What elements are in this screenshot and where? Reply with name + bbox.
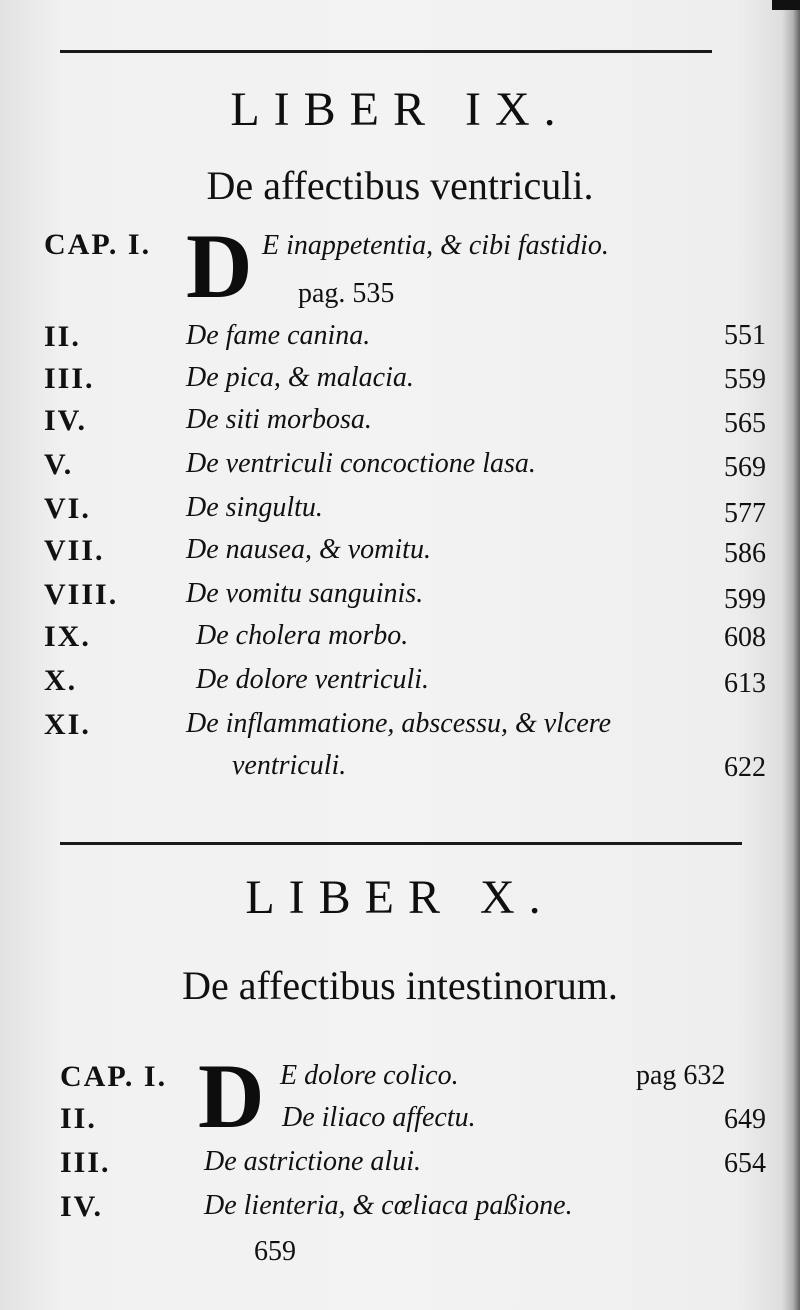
book10-title-3: De astrictione alui. (204, 1146, 421, 1177)
book9-page-9: 608 (724, 622, 766, 653)
book9-page-6: 577 (724, 498, 766, 529)
book9-title-2: De fame canina. (186, 320, 371, 351)
book10-first-title: E dolore colico. (280, 1060, 459, 1091)
book9-page-11: 622 (724, 752, 766, 783)
book9-num-8: VIII. (44, 578, 119, 611)
book9-num-10: X. (44, 664, 78, 697)
book9-num-4: IV. (44, 404, 87, 437)
book9-initial: D (186, 215, 253, 317)
book9-heading: LIBER IX. (230, 83, 570, 136)
book9-page-5: 569 (724, 452, 766, 483)
book10-cap-first: CAP. I. (60, 1060, 168, 1093)
book9-title-7: De nausea, & vomitu. (186, 534, 431, 565)
book9-page-2: 551 (724, 320, 766, 351)
book9-num-9: IX. (44, 620, 91, 653)
book10-title-4: De lienteria, & cœliaca paßione. (204, 1190, 573, 1221)
page-corner-mark (772, 0, 800, 10)
book10-num-4: IV. (60, 1190, 103, 1223)
book10-initial: D (198, 1045, 265, 1147)
book9-title-5: De ventriculi concoctione lasa. (186, 448, 536, 479)
book9-num-6: VI. (44, 492, 91, 525)
book9-title-4: De siti morbosa. (186, 404, 372, 435)
book9-num-2: II. (44, 320, 81, 353)
book9-title-8: De vomitu sanguinis. (186, 578, 424, 609)
book9-page-7: 586 (724, 538, 766, 569)
book9-num-7: VII. (44, 534, 105, 567)
book9-title-9: De cholera morbo. (196, 620, 409, 651)
book9-num-3: III. (44, 362, 95, 395)
book10-title-2: De iliaco affectu. (282, 1102, 476, 1133)
book9-first-title: E inappetentia, & cibi fastidio. (262, 230, 609, 261)
book9-num-5: V. (44, 448, 74, 481)
book10-heading: LIBER X. (245, 871, 555, 924)
book9-page-10: 613 (724, 668, 766, 699)
book10-first-pag: pag 632 (636, 1060, 726, 1091)
book10-num-3: III. (60, 1146, 111, 1179)
book9-page-4: 565 (724, 408, 766, 439)
top-rule (60, 50, 712, 53)
book10-num-2: II. (60, 1102, 97, 1135)
book9-title-11: De inflammatione, abscessu, & vlcere (186, 708, 612, 739)
middle-rule (60, 842, 742, 845)
book9-first-pag: pag. 535 (298, 278, 395, 309)
book9-num-11: XI. (44, 708, 91, 741)
book9-title-6: De singultu. (186, 492, 323, 523)
book10-page-4: 659 (254, 1236, 296, 1267)
book9-title-3: De pica, & malacia. (186, 362, 414, 393)
book10-subtitle: De affectibus intestinorum. (182, 963, 618, 1008)
book10-page-3: 654 (724, 1148, 766, 1179)
book9-subtitle: De affectibus ventriculi. (206, 163, 594, 208)
book9-title-10: De dolore ventriculi. (196, 664, 430, 695)
book9-cap-first: CAP. I. (44, 228, 152, 261)
book10-page-2: 649 (724, 1104, 766, 1135)
book9-page-8: 599 (724, 584, 766, 615)
book9-page-3: 559 (724, 364, 766, 395)
book9-title-11-cont: ventriculi. (232, 750, 347, 781)
